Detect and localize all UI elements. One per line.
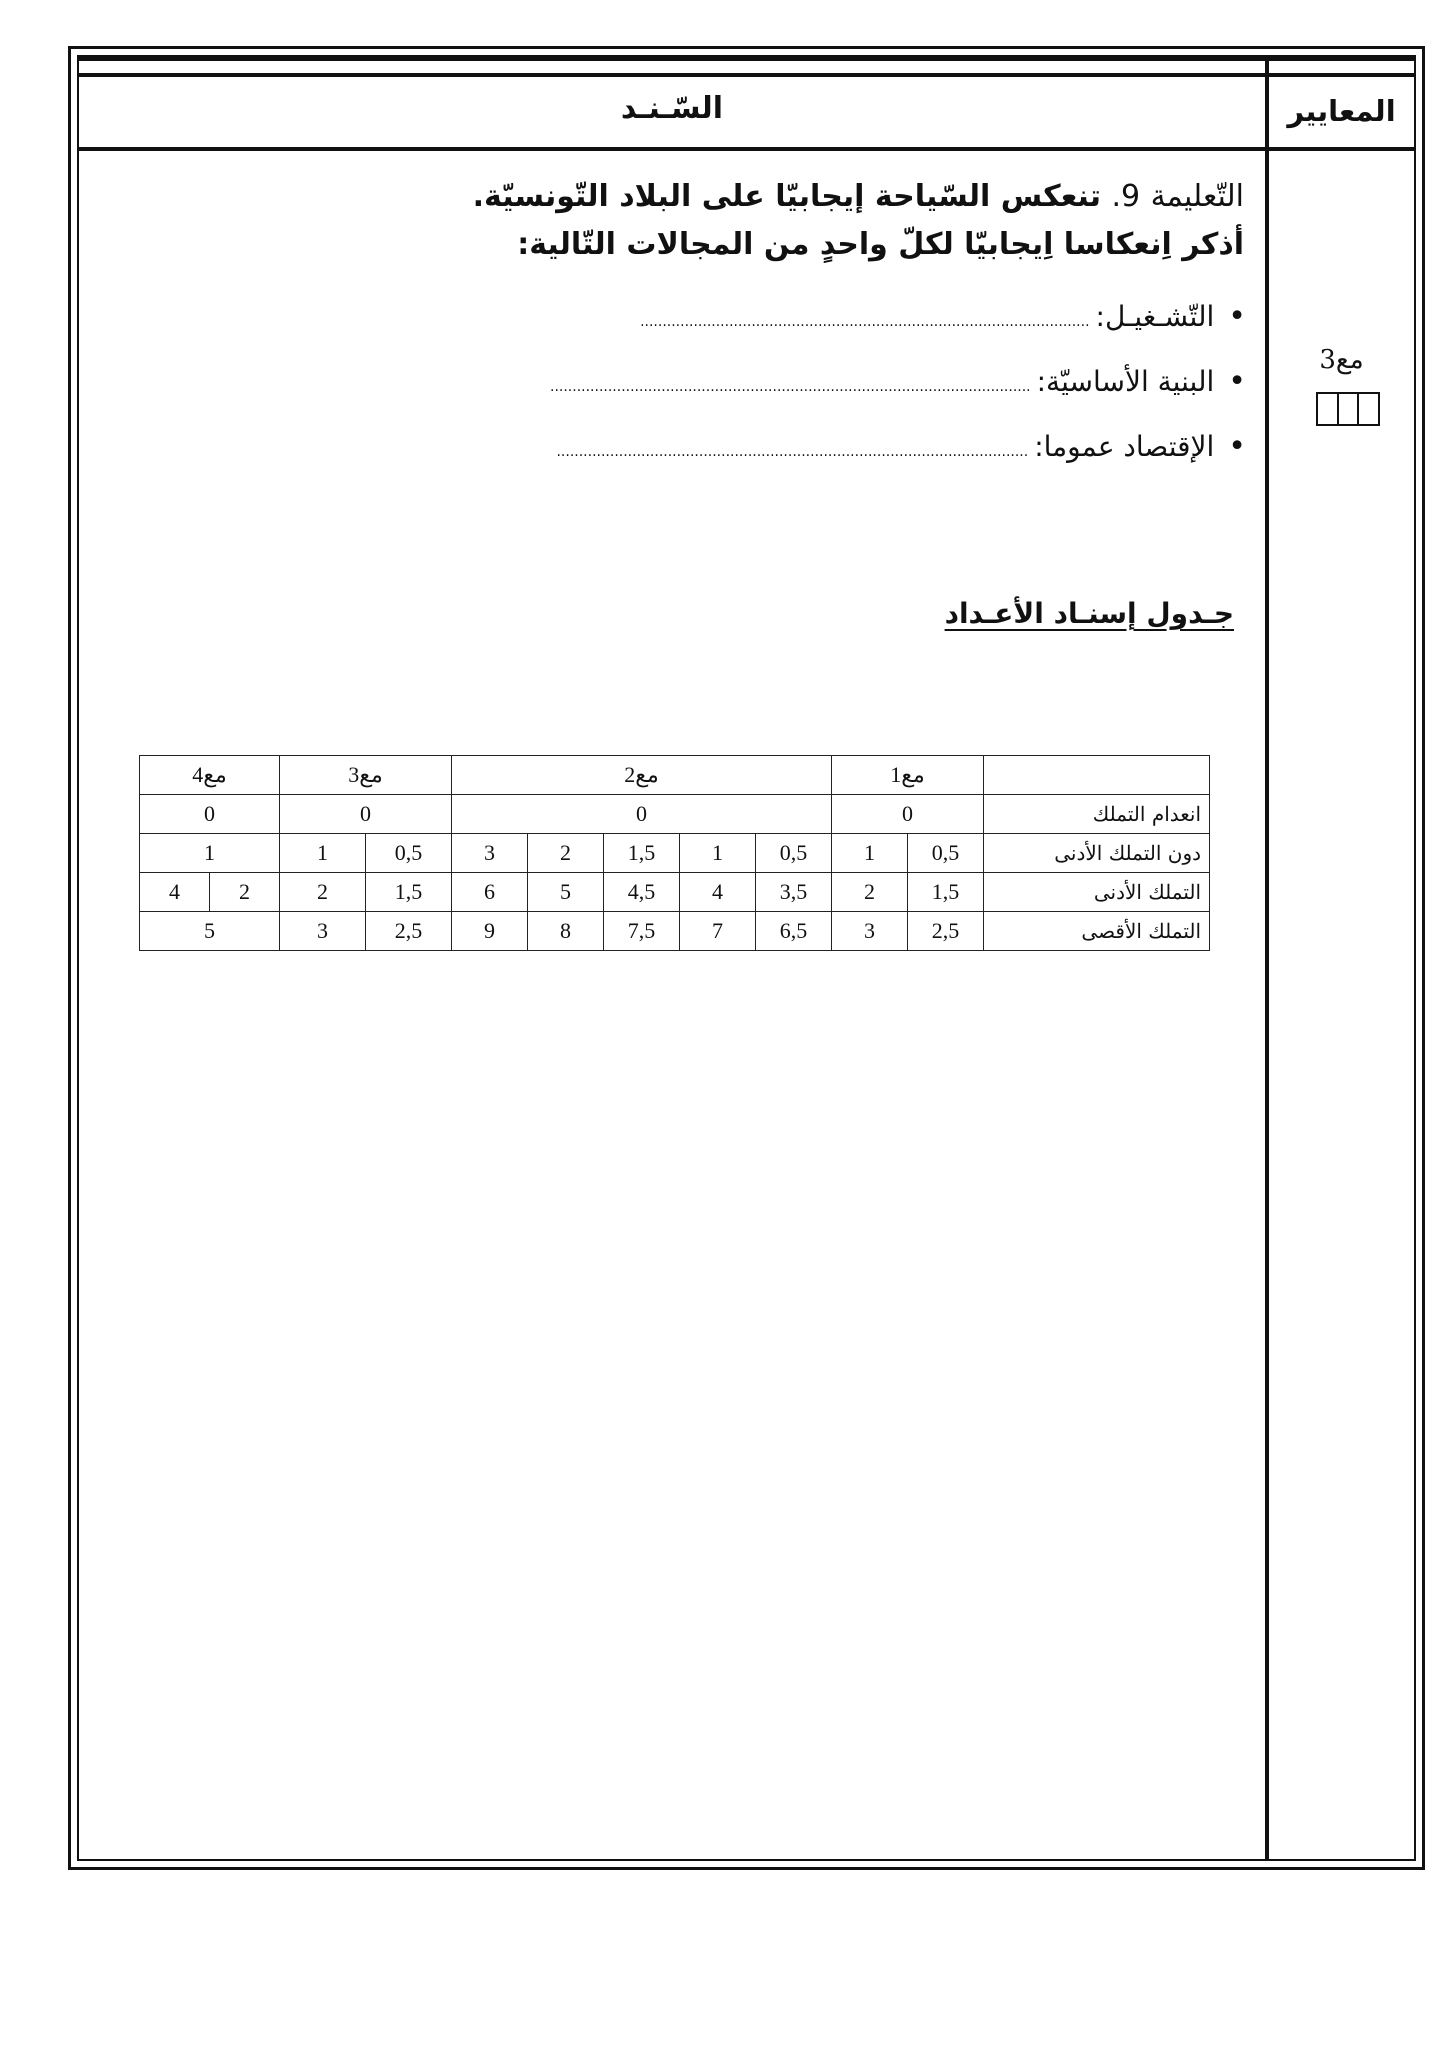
answer-line[interactable]: ............................................................................................................: [550, 379, 1031, 395]
table-cell: 1,5: [604, 834, 680, 873]
bullet-employment: [640, 299, 1246, 334]
bullet-label: الإقتصاد عموما:: [1034, 430, 1215, 463]
row-label: التملك الأدنى: [984, 873, 1210, 912]
table-row: [140, 795, 1210, 834]
top-band-divider: [79, 57, 1414, 61]
bullet-economy: [556, 429, 1246, 464]
answer-line[interactable]: ..........................................................................................................: [556, 444, 1029, 460]
table-cell: 0,5: [756, 834, 832, 873]
instruction-line-1: [473, 179, 1244, 214]
table-cell: 2: [832, 873, 908, 912]
header-m3: مع3: [280, 756, 452, 795]
table-cell: 1: [140, 834, 280, 873]
row-label: التملك الأقصى: [984, 912, 1210, 951]
table-cell: 1,5: [366, 873, 452, 912]
header-criteria: المعايير: [1287, 94, 1396, 128]
table-cell: 6,5: [756, 912, 832, 951]
header-m1: مع1: [832, 756, 984, 795]
inner-frame: [77, 55, 1416, 1861]
instruction-prefix: التّعليمة: [1150, 179, 1244, 214]
header-m4: مع4: [140, 756, 280, 795]
table-row: [140, 912, 1210, 951]
table-cell: 1: [832, 834, 908, 873]
table-cell: 3: [280, 912, 366, 951]
table-cell: 0,5: [908, 834, 984, 873]
instruction-statement: تنعكس السّياحة إيجابيّا على البلاد التّونسيّة.: [472, 179, 1102, 214]
table-cell: 2: [210, 873, 280, 912]
table-cell: 1: [280, 834, 366, 873]
table-cell: 1: [680, 834, 756, 873]
table-cell: [984, 756, 1210, 795]
table-cell: 0,5: [366, 834, 452, 873]
instruction-line-2: أذكر اِنعكاسا اِيجابيّا لكلّ واحدٍ من المجالات التّالية:: [517, 227, 1244, 262]
row-label: دون التملك الأدنى: [984, 834, 1210, 873]
answer-line[interactable]: .....................................................................................................: [640, 314, 1090, 330]
table-cell: 5: [528, 873, 604, 912]
table-cell: 2: [280, 873, 366, 912]
table-cell: 0: [280, 795, 452, 834]
table-cell: 2: [528, 834, 604, 873]
table-cell: 5: [140, 912, 280, 951]
bullet-label: البنية الأساسيّة:: [1036, 365, 1215, 398]
table-cell: 4: [140, 873, 210, 912]
criterion-label: مع3: [1319, 345, 1364, 375]
page-frame: [68, 46, 1425, 1870]
table-cell: 8: [528, 912, 604, 951]
bullet-icon: •: [1228, 429, 1246, 464]
instruction-number: 9.: [1111, 179, 1141, 214]
bullet-infrastructure: [550, 364, 1246, 399]
table-cell: 7: [680, 912, 756, 951]
column-divider: [1265, 57, 1269, 1859]
table-cell: 0: [832, 795, 984, 834]
table-row: [140, 756, 1210, 795]
bullet-icon: •: [1228, 299, 1246, 334]
header-sanad: السّـنـد: [620, 91, 724, 126]
table-cell: 0: [140, 795, 280, 834]
table-row: [140, 873, 1210, 912]
grade-table-title: جـدول إسنـاد الأعـداد: [944, 597, 1234, 630]
table-cell: 3,5: [756, 873, 832, 912]
table-cell: 4: [680, 873, 756, 912]
table-cell: 0: [452, 795, 832, 834]
table-cell: 7,5: [604, 912, 680, 951]
header-top-divider: [79, 73, 1414, 77]
bullet-label: التّشـغيـل:: [1095, 300, 1215, 333]
table-cell: 6: [452, 873, 528, 912]
table-cell: 2,5: [908, 912, 984, 951]
table-row: [140, 834, 1210, 873]
grade-table: [139, 755, 1210, 951]
table-cell: 4,5: [604, 873, 680, 912]
table-cell: 9: [452, 912, 528, 951]
table-cell: 2,5: [366, 912, 452, 951]
table-cell: 1,5: [908, 873, 984, 912]
header-m2: مع2: [452, 756, 832, 795]
table-cell: 3: [452, 834, 528, 873]
header-bottom-divider: [79, 147, 1414, 151]
table-cell: 3: [832, 912, 908, 951]
bullet-icon: •: [1228, 364, 1246, 399]
row-label: انعدام التملك: [984, 795, 1210, 834]
score-box[interactable]: [1316, 392, 1380, 426]
